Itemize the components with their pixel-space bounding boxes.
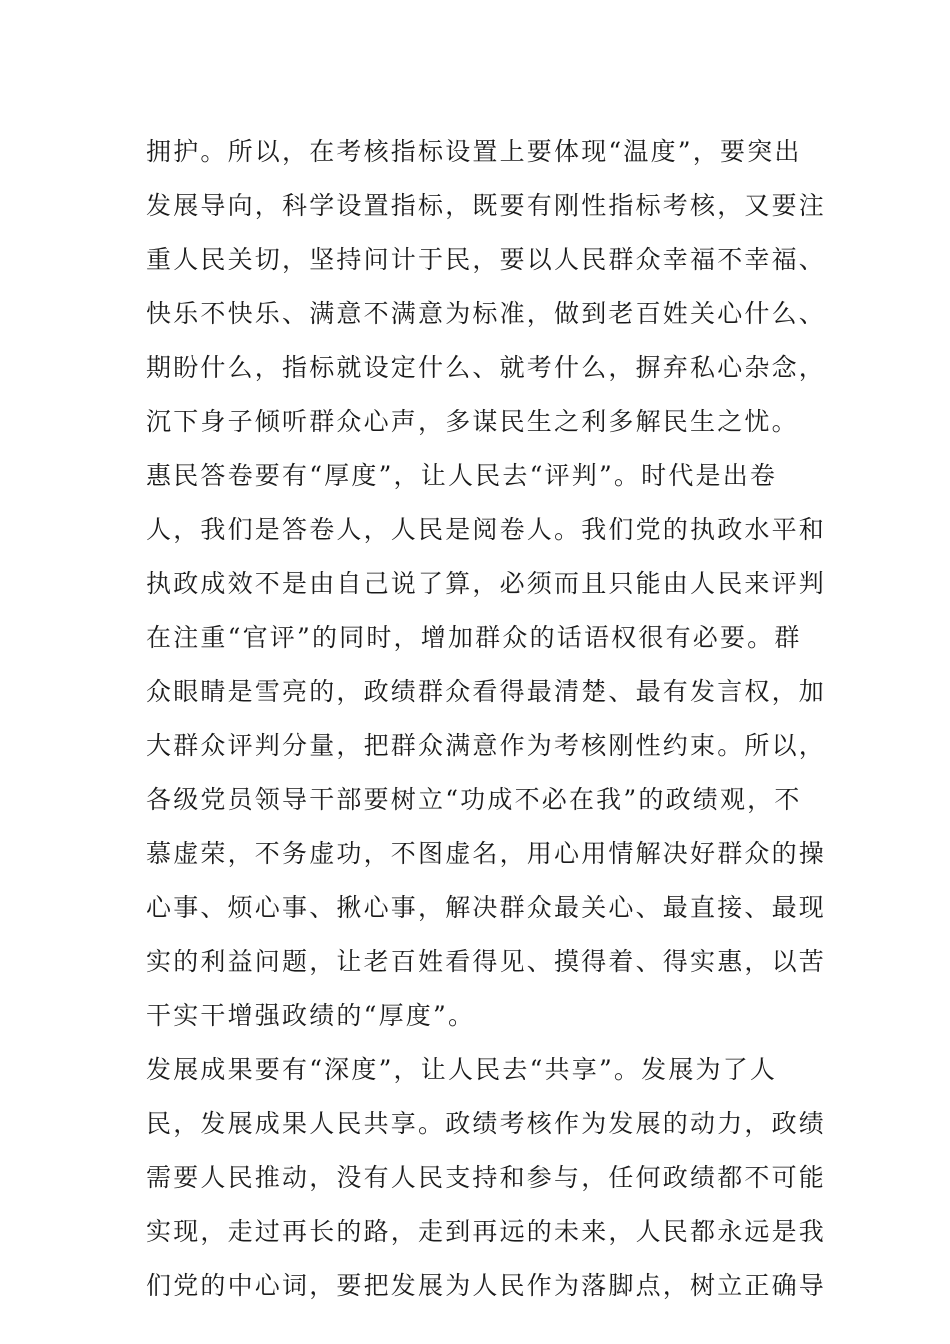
text-line: 快乐不快乐、满意不满意为标准，做到老百姓关心什么、 (146, 299, 827, 328)
text-line: 人，我们是答卷人，人民是阅卷人。我们党的执政水平和 (146, 515, 827, 544)
text-line: 民，发展成果人民共享。政绩考核作为发展的动力，政绩 (146, 1109, 827, 1138)
text-line: 需要人民推动，没有人民支持和参与，任何政绩都不可能 (146, 1163, 827, 1192)
text-line: 各级党员领导干部要树立“功成不必在我”的政绩观，不 (146, 785, 802, 814)
text-line: 期盼什么，指标就设定什么、就考什么，摒弃私心杂念， (146, 353, 827, 382)
text-line: 实现，走过再长的路，走到再远的未来，人民都永远是我 (146, 1217, 827, 1246)
text-line: 大群众评判分量，把群众满意作为考核刚性约束。所以， (146, 731, 827, 760)
text-line: 心事、烦心事、揪心事，解决群众最关心、最直接、最现 (146, 893, 827, 922)
text-line: 拥护。所以，在考核指标设置上要体现“温度”，要突出 (146, 137, 802, 166)
document-body (146, 125, 827, 1313)
text-line: 沉下身子倾听群众心声，多谋民生之利多解民生之忧。 (146, 407, 799, 436)
text-line: 执政成效不是由自己说了算，必须而且只能由人民来评判 (146, 569, 827, 598)
text-line: 实的利益问题，让老百姓看得见、摸得着、得实惠，以苦 (146, 947, 827, 976)
text-line: 慕虚荣，不务虚功，不图虚名，用心用情解决好群众的操 (146, 839, 827, 868)
text-line: 们党的中心词，要把发展为人民作为落脚点，树立正确导 (146, 1271, 827, 1300)
text-line: 发展成果要有“深度”，让人民去“共享”。发展为了人 (146, 1055, 778, 1084)
text-line: 干实干增强政绩的“厚度”。 (146, 1001, 476, 1030)
text-line: 众眼睛是雪亮的，政绩群众看得最清楚、最有发言权，加 (146, 677, 827, 706)
text-line: 惠民答卷要有“厚度”，让人民去“评判”。时代是出卷 (146, 461, 778, 490)
text-line: 发展导向，科学设置指标，既要有刚性指标考核，又要注 (146, 191, 827, 220)
text-line: 重人民关切，坚持问计于民，要以人民群众幸福不幸福、 (146, 245, 827, 274)
text-line: 在注重“官评”的同时，增加群众的话语权很有必要。群 (146, 623, 802, 652)
